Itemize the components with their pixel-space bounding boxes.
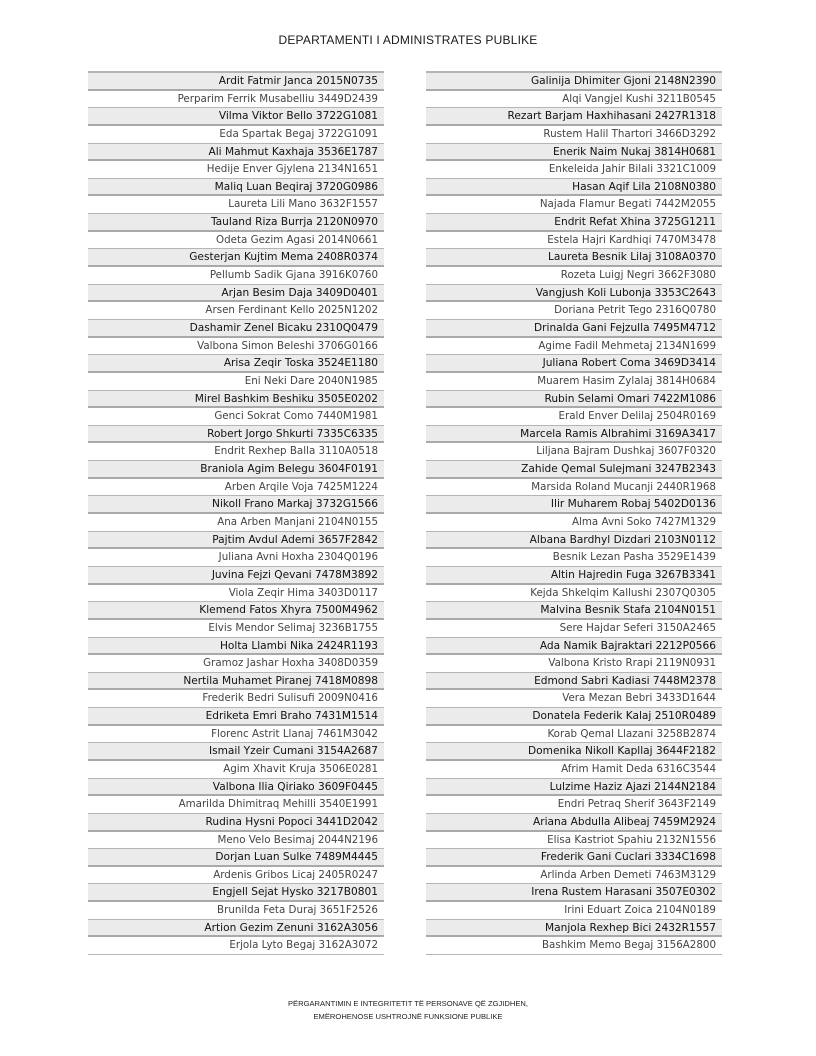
list-item: Valbona Simon Beleshi 3706G0166 <box>88 338 384 356</box>
list-item: Dorjan Luan Sulke 7489M4445 <box>88 849 384 867</box>
list-item: Galinija Dhimiter Gjoni 2148N2390 <box>426 73 722 91</box>
list-item: Viola Zeqir Hima 3403D0117 <box>88 585 384 603</box>
list-item: Lulzime Haziz Ajazi 2144N2184 <box>426 779 722 797</box>
list-item: Hasan Aqif Lila 2108N0380 <box>426 179 722 197</box>
list-item: Vilma Viktor Bello 3722G1081 <box>88 108 384 126</box>
list-item: Enerik Naim Nukaj 3814H0681 <box>426 144 722 162</box>
list-item: Arsen Ferdinant Kello 2025N1202 <box>88 302 384 320</box>
list-item: Alqi Vangjel Kushi 3211B0545 <box>426 91 722 109</box>
footer-line-1: PËRGARANTIMIN E INTEGRITETIT TË PERSONAVE QË ZGJIDHEN, <box>287 999 529 1008</box>
list-item: Endrit Rexhep Balla 3110A0518 <box>88 443 384 461</box>
list-item: Irena Rustem Harasani 3507E0302 <box>426 884 722 902</box>
list-item: Perparim Ferrik Musabelliu 3449D2439 <box>88 91 384 109</box>
list-item: Erjola Lyto Begaj 3162A3072 <box>88 937 384 955</box>
list-item: Nikoll Frano Markaj 3732G1566 <box>88 496 384 514</box>
list-item: Rubin Selami Omari 7422M1086 <box>426 391 722 409</box>
list-item: Domenika Nikoll Kapllaj 3644F2182 <box>426 743 722 761</box>
list-item: Alma Avni Soko 7427M1329 <box>426 514 722 532</box>
list-item: Laureta Besnik Lilaj 3108A0370 <box>426 249 722 267</box>
list-item: Ada Namik Bajraktari 2212P0566 <box>426 638 722 656</box>
list-item: Drinalda Gani Fejzulla 7495M4712 <box>426 320 722 338</box>
list-item: Rustem Halil Thartori 3466D3292 <box>426 126 722 144</box>
list-item: Korab Qemal Llazani 3258B2874 <box>426 726 722 744</box>
list-item: Tauland Riza Burrja 2120N0970 <box>88 214 384 232</box>
list-item: Agime Fadil Mehmetaj 2134N1699 <box>426 338 722 356</box>
list-item: Holta Llambi Nika 2424R1193 <box>88 638 384 656</box>
list-item: Brunilda Feta Duraj 3651F2526 <box>88 902 384 920</box>
list-item: Braniola Agim Belegu 3604F0191 <box>88 461 384 479</box>
list-item: Enkeleida Jahir Bilali 3321C1009 <box>426 161 722 179</box>
list-item: Rezart Barjam Haxhihasani 2427R1318 <box>426 108 722 126</box>
list-item: Laureta Lili Mano 3632F1557 <box>88 196 384 214</box>
list-item: Altin Hajredin Fuga 3267B3341 <box>426 567 722 585</box>
right-name-column <box>426 71 722 955</box>
list-item: Ilir Muharem Robaj 5402D0136 <box>426 496 722 514</box>
list-item: Odeta Gezim Agasi 2014N0661 <box>88 232 384 250</box>
list-item: Klemend Fatos Xhyra 7500M4962 <box>88 602 384 620</box>
list-item: Valbona Ilia Qiriako 3609F0445 <box>88 779 384 797</box>
list-item: Valbona Kristo Rrapi 2119N0931 <box>426 655 722 673</box>
list-item: Ariana Abdulla Alibeaj 7459M2924 <box>426 814 722 832</box>
list-item: Donatela Federik Kalaj 2510R0489 <box>426 708 722 726</box>
list-item: Manjola Rexhep Bici 2432R1557 <box>426 920 722 938</box>
footer-line-2: EMËROHENOSE USHTROJNË FUNKSIONE PUBLIKE <box>313 1012 503 1021</box>
list-item: Eda Spartak Begaj 3722G1091 <box>88 126 384 144</box>
list-item: Arlinda Arben Demeti 7463M3129 <box>426 867 722 885</box>
list-item: Nertila Muhamet Piranej 7418M0898 <box>88 673 384 691</box>
list-item: Dashamir Zenel Bicaku 2310Q0479 <box>88 320 384 338</box>
list-item: Ardenis Gribos Licaj 2405R0247 <box>88 867 384 885</box>
list-item: Rudina Hysni Popoci 3441D2042 <box>88 814 384 832</box>
list-item: Kejda Shkelqim Kallushi 2307Q0305 <box>426 585 722 603</box>
list-item: Gesterjan Kujtim Mema 2408R0374 <box>88 249 384 267</box>
list-item: Pellumb Sadik Gjana 3916K0760 <box>88 267 384 285</box>
list-item: Frederik Bedri Sulisufi 2009N0416 <box>88 690 384 708</box>
list-item: Frederik Gani Cuclari 3334C1698 <box>426 849 722 867</box>
page-footer <box>0 997 816 1023</box>
list-item: Besnik Lezan Pasha 3529E1439 <box>426 549 722 567</box>
list-item: Amarilda Dhimitraq Mehilli 3540E1991 <box>88 796 384 814</box>
list-item: Juvina Fejzi Qevani 7478M3892 <box>88 567 384 585</box>
list-item: Florenc Astrit Llanaj 7461M3042 <box>88 726 384 744</box>
list-item: Doriana Petrit Tego 2316Q0780 <box>426 302 722 320</box>
list-item: Najada Flamur Begati 7442M2055 <box>426 196 722 214</box>
list-item: Estela Hajri Kardhiqi 7470M3478 <box>426 232 722 250</box>
list-item: Ali Mahmut Kaxhaja 3536E1787 <box>88 144 384 162</box>
list-item: Eni Neki Dare 2040N1985 <box>88 373 384 391</box>
list-item: Pajtim Avdul Ademi 3657F2842 <box>88 532 384 550</box>
list-item: Juliana Robert Coma 3469D3414 <box>426 355 722 373</box>
list-item: Elvis Mendor Selimaj 3236B1755 <box>88 620 384 638</box>
list-item: Muarem Hasim Zylalaj 3814H0684 <box>426 373 722 391</box>
list-item: Maliq Luan Beqiraj 3720G0986 <box>88 179 384 197</box>
left-name-column <box>88 71 384 955</box>
list-item: Erald Enver Delilaj 2504R0169 <box>426 408 722 426</box>
list-item: Gramoz Jashar Hoxha 3408D0359 <box>88 655 384 673</box>
list-item: Robert Jorgo Shkurti 7335C6335 <box>88 426 384 444</box>
page-title: DEPARTAMENTI I ADMINISTRATES PUBLIKE <box>278 33 538 47</box>
list-item: Marcela Ramis Albrahimi 3169A3417 <box>426 426 722 444</box>
list-item: Vangjush Koli Lubonja 3353C2643 <box>426 285 722 303</box>
list-item: Edmond Sabri Kadiasi 7448M2378 <box>426 673 722 691</box>
list-item: Hedije Enver Gjylena 2134N1651 <box>88 161 384 179</box>
list-item: Ana Arben Manjani 2104N0155 <box>88 514 384 532</box>
list-item: Genci Sokrat Como 7440M1981 <box>88 408 384 426</box>
list-item: Arben Arqile Voja 7425M1224 <box>88 479 384 497</box>
list-item: Endrit Refat Xhina 3725G1211 <box>426 214 722 232</box>
list-item: Arisa Zeqir Toska 3524E1180 <box>88 355 384 373</box>
list-item: Engjell Sejat Hysko 3217B0801 <box>88 884 384 902</box>
list-item: Agim Xhavit Kruja 3506E0281 <box>88 761 384 779</box>
list-item: Juliana Avni Hoxha 2304Q0196 <box>88 549 384 567</box>
list-item: Endri Petraq Sherif 3643F2149 <box>426 796 722 814</box>
list-item: Vera Mezan Bebri 3433D1644 <box>426 690 722 708</box>
list-item: Ardit Fatmir Janca 2015N0735 <box>88 73 384 91</box>
list-item: Elisa Kastriot Spahiu 2132N1556 <box>426 832 722 850</box>
list-item: Meno Velo Besimaj 2044N2196 <box>88 832 384 850</box>
list-item: Ismail Yzeir Cumani 3154A2687 <box>88 743 384 761</box>
list-item: Zahide Qemal Sulejmani 3247B2343 <box>426 461 722 479</box>
list-item: Edriketa Emri Braho 7431M1514 <box>88 708 384 726</box>
list-item: Arjan Besim Daja 3409D0401 <box>88 285 384 303</box>
list-item: Rozeta Luigj Negri 3662F3080 <box>426 267 722 285</box>
list-item: Bashkim Memo Begaj 3156A2800 <box>426 937 722 955</box>
list-item: Malvina Besnik Stafa 2104N0151 <box>426 602 722 620</box>
list-item: Marsida Roland Mucanji 2440R1968 <box>426 479 722 497</box>
list-item: Afrim Hamit Deda 6316C3544 <box>426 761 722 779</box>
list-item: Artion Gezim Zenuni 3162A3056 <box>88 920 384 938</box>
list-item: Liljana Bajram Dushkaj 3607F0320 <box>426 443 722 461</box>
list-item: Albana Bardhyl Dizdari 2103N0112 <box>426 532 722 550</box>
list-item: Sere Hajdar Seferi 3150A2465 <box>426 620 722 638</box>
list-item: Irini Eduart Zoica 2104N0189 <box>426 902 722 920</box>
list-item: Mirel Bashkim Beshiku 3505E0202 <box>88 391 384 409</box>
